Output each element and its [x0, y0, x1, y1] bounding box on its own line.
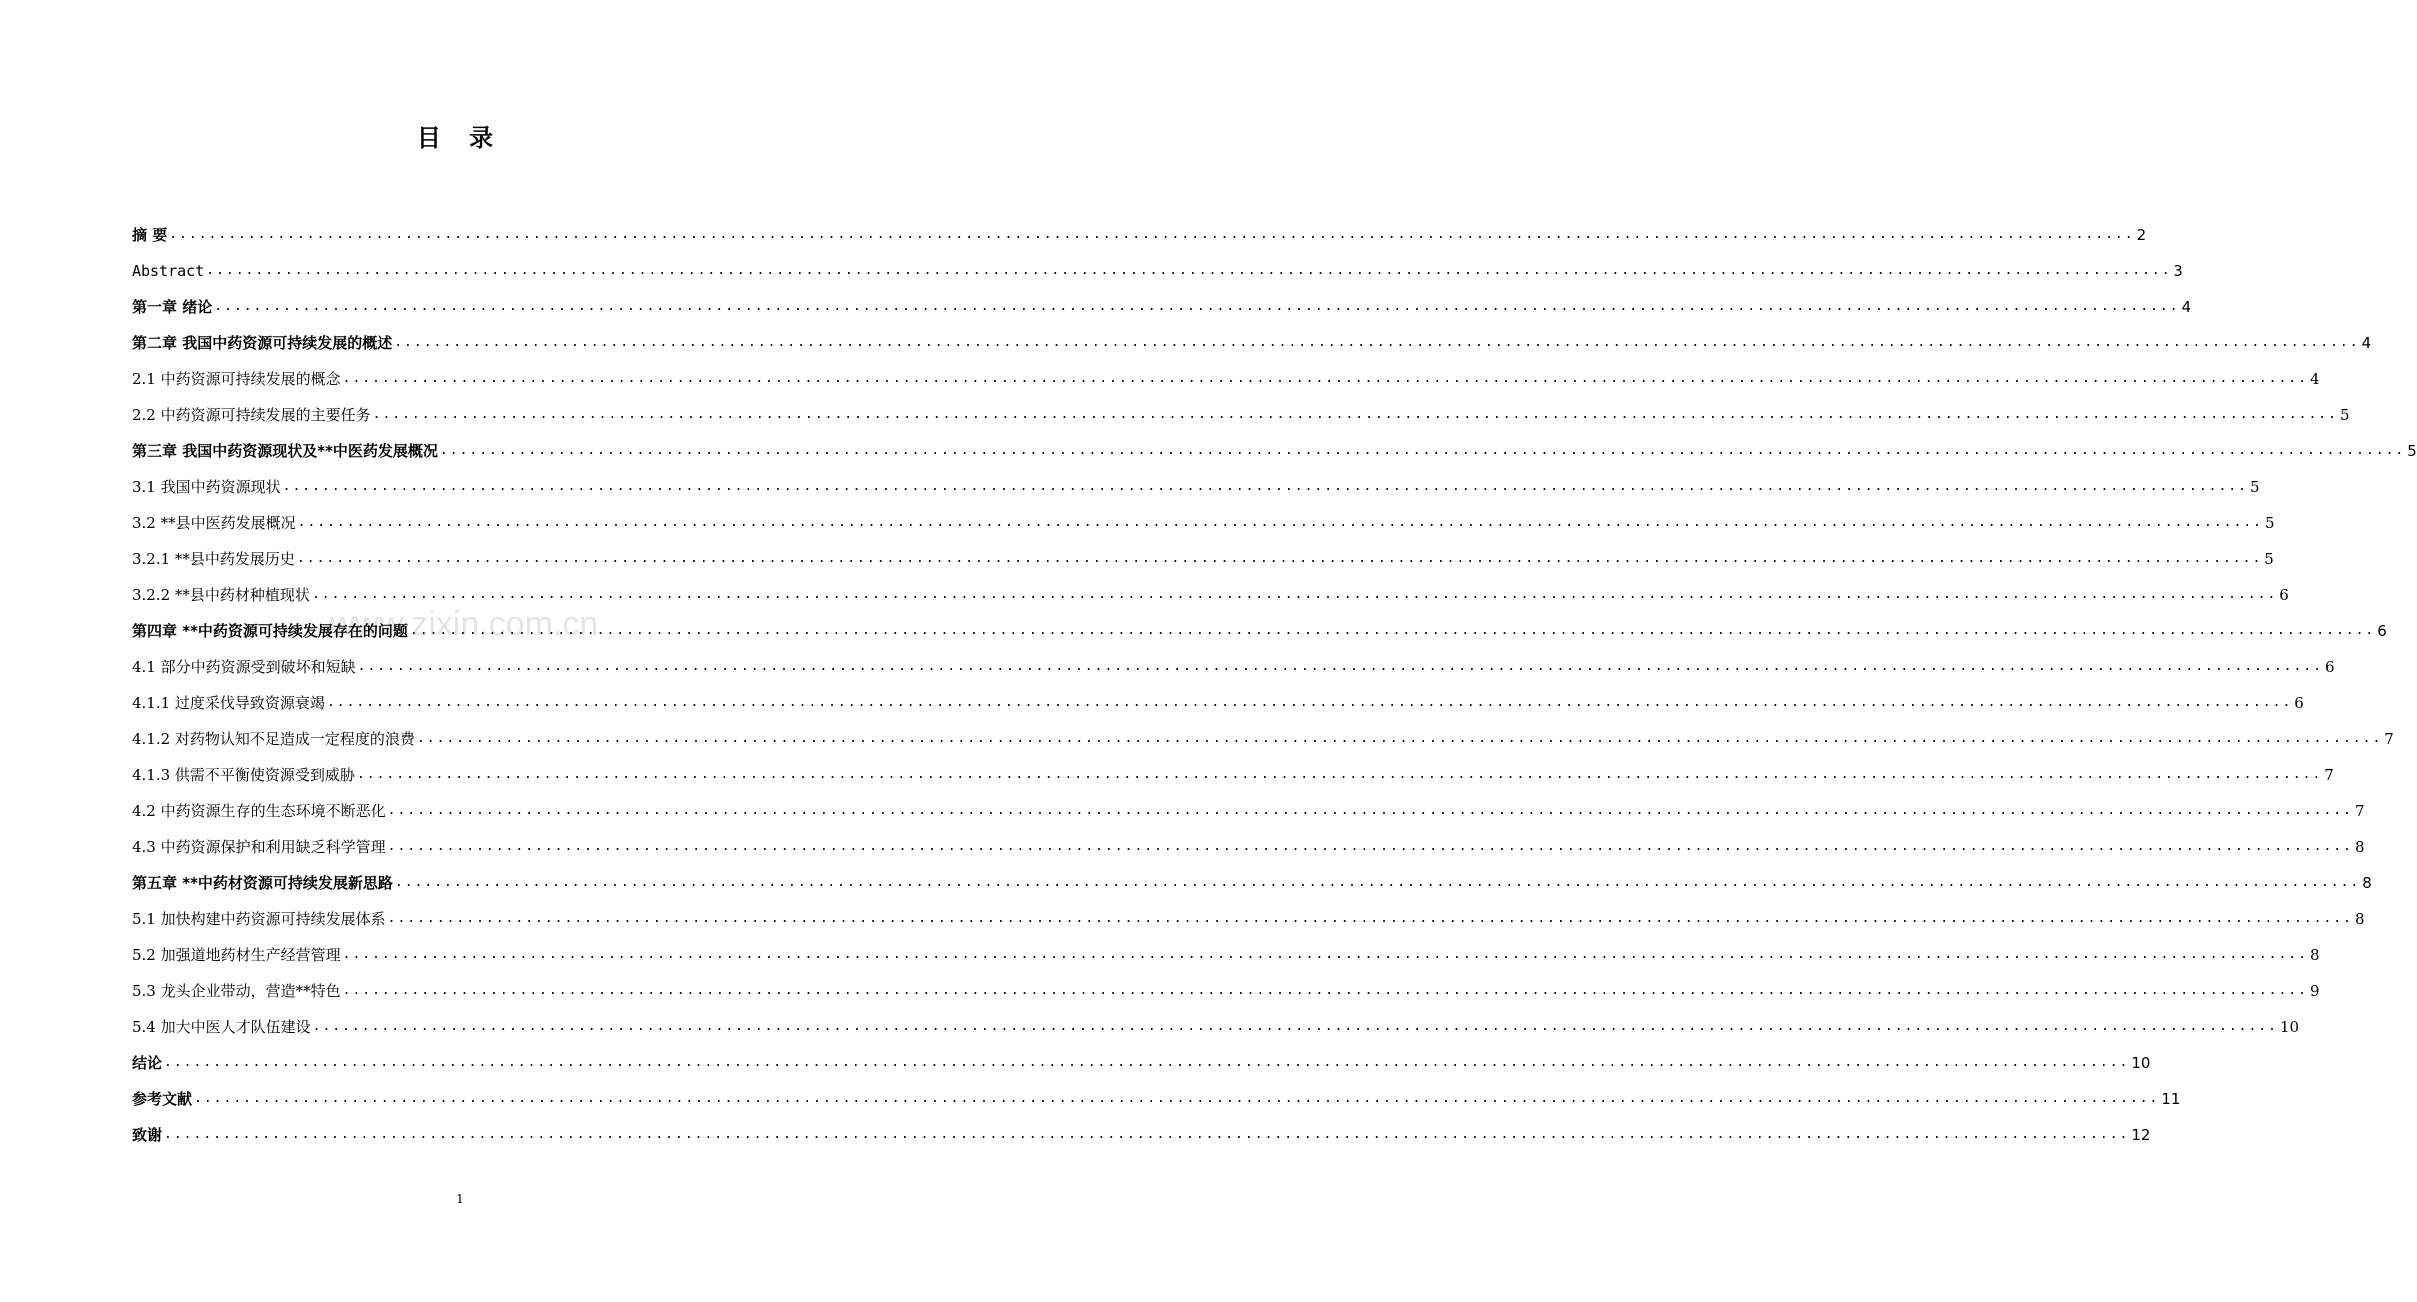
toc-entry[interactable]: [132, 1108, 2151, 1144]
watermark: www.zixin.com.cn: [330, 605, 599, 643]
toc-entry-label: 4.1.1 过度采伐导致资源衰竭: [132, 694, 325, 712]
toc-leader-dots: ........................................................................................................................................................................................................: [394, 335, 2360, 350]
toc-entry-label: 2.2 中药资源可持续发展的主要任务: [132, 406, 371, 424]
toc-entry-label: 3.2 **县中医药发展概况: [132, 514, 296, 532]
toc-entry-label: 致谢: [132, 1126, 163, 1144]
toc-entry[interactable]: [132, 892, 2365, 928]
toc-leader-dots: ........................................................................................................................................................................................................: [387, 803, 2353, 818]
toc-leader-dots: ........................................................................................................................................................................................................: [164, 1127, 2130, 1142]
toc-leader-dots: ........................................................................................................................................................................................................: [342, 983, 2308, 998]
toc-entry[interactable]: [132, 1000, 2300, 1036]
toc-leader-dots: ........................................................................................................................................................................................................: [169, 227, 2135, 242]
toc-entry[interactable]: [132, 1072, 2181, 1108]
toc-entry-page: 6: [2324, 658, 2335, 676]
toc-entry-page: 8: [2354, 910, 2365, 928]
toc-leader-dots: ........................................................................................................................................................................................................: [416, 731, 2383, 746]
toc-entry-label: 4.2 中药资源生存的生态环境不断恶化: [132, 802, 386, 820]
toc-leader-dots: ........................................................................................................................................................................................................: [356, 767, 2323, 782]
toc-leader-dots: ........................................................................................................................................................................................................: [297, 515, 2263, 530]
toc-entry-page: 3: [2173, 262, 2183, 280]
toc-entry-label: Abstract: [132, 262, 205, 280]
toc-entry-page: 6: [2279, 586, 2289, 604]
toc-entry[interactable]: [132, 820, 2365, 856]
page-title: 目 录: [416, 124, 504, 152]
toc-entry-page: 4: [2361, 334, 2372, 352]
toc-entry-page: 5: [2264, 514, 2275, 532]
toc-leader-dots: ........................................................................................................................................................................................................: [206, 263, 2172, 278]
toc-entry-page: 9: [2309, 982, 2320, 1000]
toc-leader-dots: ........................................................................................................................................................................................................: [439, 443, 2406, 458]
toc-entry[interactable]: [132, 568, 2289, 604]
toc-entry[interactable]: [132, 856, 2372, 892]
toc-entry-label: 参考文献: [132, 1090, 193, 1108]
toc-entry[interactable]: [132, 1036, 2151, 1072]
toc-entry-label: 4.1.3 供需不平衡使资源受到威胁: [132, 766, 355, 784]
toc-entry-page: 8: [2309, 946, 2320, 964]
toc-leader-dots: ........................................................................................................................................................................................................: [312, 1019, 2278, 1034]
toc-leader-dots: ........................................................................................................................................................................................................: [342, 947, 2308, 962]
toc-entry-page: 4: [2309, 370, 2320, 388]
toc-entry-page: 8: [2362, 874, 2372, 892]
toc-entry[interactable]: [132, 784, 2365, 820]
toc-leader-dots: ........................................................................................................................................................................................................: [326, 695, 2293, 710]
toc-leader-dots: ........................................................................................................................................................................................................: [296, 551, 2263, 566]
toc-entry-label: 第二章 我国中药资源可持续发展的概述: [132, 334, 393, 352]
toc-entry-label: 第三章 我国中药资源现状及**中医药发展概况: [132, 442, 438, 460]
toc-leader-dots: ........................................................................................................................................................................................................: [282, 479, 2248, 494]
toc-entry[interactable]: [132, 496, 2275, 532]
toc-entry-page: 10: [2279, 1018, 2300, 1036]
toc-leader-dots: ........................................................................................................................................................................................................: [387, 839, 2353, 854]
toc-entry-page: 7: [2354, 802, 2365, 820]
toc-entry[interactable]: [132, 676, 2304, 712]
toc-leader-dots: ........................................................................................................................................................................................................: [311, 587, 2278, 602]
toc-entry-page: 7: [2324, 766, 2334, 784]
toc-entry-page: 10: [2131, 1054, 2151, 1072]
toc-entry[interactable]: [132, 280, 2192, 316]
toc-entry[interactable]: [132, 748, 2334, 784]
toc-entry[interactable]: [132, 964, 2320, 1000]
toc-entry[interactable]: [132, 532, 2274, 568]
toc-entry-page: 8: [2354, 838, 2365, 856]
toc-entry[interactable]: [132, 316, 2372, 352]
toc-leader-dots: ........................................................................................................................................................................................................: [372, 407, 2338, 422]
toc-entry[interactable]: [132, 712, 2394, 748]
toc-entry-label: 4.3 中药资源保护和利用缺乏科学管理: [132, 838, 386, 856]
toc-entry-label: 结论: [132, 1054, 163, 1072]
toc-leader-dots: ........................................................................................................................................................................................................: [387, 911, 2353, 926]
toc-entry-label: 3.2.1 **县中药发展历史: [132, 550, 295, 568]
toc-entry-label: 摘 要: [132, 226, 168, 244]
toc-entry-label: 3.1 我国中药资源现状: [132, 478, 281, 496]
toc-leader-dots: ........................................................................................................................................................................................................: [342, 371, 2308, 386]
toc-entry[interactable]: [132, 352, 2320, 388]
toc-entry-page: 4: [2181, 298, 2192, 316]
toc-entry-page: 2: [2136, 226, 2147, 244]
toc-leader-dots: ........................................................................................................................................................................................................: [409, 623, 2376, 638]
toc-leader-dots: ........................................................................................................................................................................................................: [194, 1091, 2160, 1106]
toc-entry-page: 6: [2377, 622, 2387, 640]
toc-entry-label: 第一章 绪论: [132, 298, 213, 316]
toc-entry-label: 4.1 部分中药资源受到破坏和短缺: [132, 658, 356, 676]
toc-entry-page: 7: [2384, 730, 2394, 748]
toc-entry[interactable]: [132, 424, 2417, 460]
toc-entry-page: 5: [2249, 478, 2260, 496]
toc-leader-dots: ........................................................................................................................................................................................................: [357, 659, 2323, 674]
page-number: 1: [456, 1192, 464, 1206]
toc-entry[interactable]: [132, 460, 2260, 496]
toc-entry-label: 5.2 加强道地药材生产经营管理: [132, 946, 341, 964]
toc-leader-dots: ........................................................................................................................................................................................................: [214, 299, 2180, 314]
toc-entry-page: 11: [2161, 1090, 2181, 1108]
toc-entry-label: 第五章 **中药材资源可持续发展新思路: [132, 874, 393, 892]
toc-entry-label: 5.1 加快构建中药资源可持续发展体系: [132, 910, 386, 928]
table-of-contents: [132, 208, 2417, 1144]
toc-entry[interactable]: [132, 208, 2147, 244]
toc-entry-label: 3.2.2 **县中药材种植现状: [132, 586, 310, 604]
toc-entry-label: 5.3 龙头企业带动，营造**特色: [132, 982, 341, 1000]
toc-entry[interactable]: [132, 640, 2335, 676]
toc-entry[interactable]: [132, 928, 2320, 964]
toc-entry-label: 5.4 加大中医人才队伍建设: [132, 1018, 311, 1036]
toc-entry[interactable]: [132, 388, 2350, 424]
toc-entry[interactable]: [132, 244, 2183, 280]
toc-entry-label: 2.1 中药资源可持续发展的概念: [132, 370, 341, 388]
toc-entry-page: 5: [2407, 442, 2417, 460]
toc-leader-dots: ........................................................................................................................................................................................................: [164, 1055, 2130, 1070]
toc-entry[interactable]: [132, 604, 2387, 640]
toc-entry-label: 4.1.2 对药物认知不足造成一定程度的浪费: [132, 730, 415, 748]
toc-entry-page: 5: [2339, 406, 2350, 424]
toc-entry-page: 6: [2294, 694, 2304, 712]
toc-entry-page: 12: [2131, 1126, 2151, 1144]
toc-leader-dots: ........................................................................................................................................................................................................: [394, 875, 2361, 890]
toc-entry-label: 第四章 **中药资源可持续发展存在的问题: [132, 622, 408, 640]
toc-entry-page: 5: [2264, 550, 2274, 568]
